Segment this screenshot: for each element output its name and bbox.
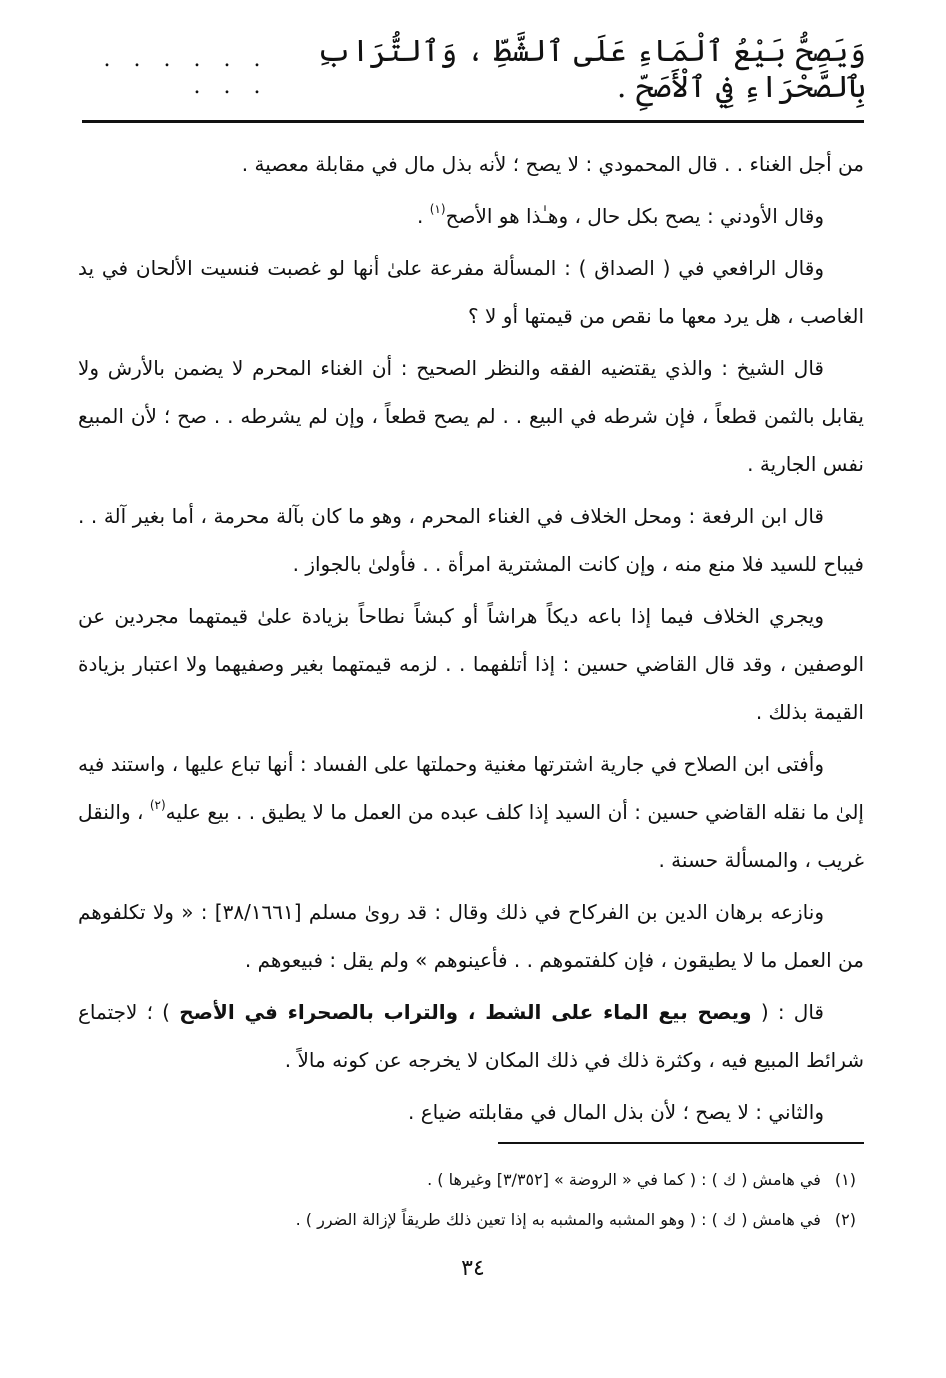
paragraph-5-text: قال ابن الرفعة : ومحل الخلاف في الغناء المحرم ، وهو ما كان بآلة محرمة ، أما بغير آلة . . فيباح للسيد فلا منع منه ، وإن كانت المشترية امرأة . . فأولىٰ بالجواز .	[78, 504, 864, 576]
footnote-2-number: (٢)	[834, 1210, 856, 1229]
paragraph-2-end: .	[417, 204, 430, 228]
paragraph-6-text: ويجري الخلاف فيما إذا باعه ديكاً هراشاً أو كبشاً نطاحاً بزيادة علىٰ قيمتهما مجردين عن الوصفين ، وقد قال القاضي حسين : إذا أتلفهما . . لزمه قيمتهما بغير وصفيهما ولا اعتبار بزيادة القيمة بذلك .	[78, 604, 864, 724]
paragraph-2-text: وقال الأودني : يصح بكل حال ، وهـٰذا هو الأصح	[445, 204, 824, 228]
paragraph-1	[78, 140, 864, 188]
page-number: ٣٤	[461, 1256, 485, 1281]
paragraph-7-end: ، والنقل غريب ، والمسألة حسنة .	[78, 800, 864, 872]
header-title: وَيَصِحُّ بَيْعُ ٱلْمَاءِ عَلَى ٱلشَّطِّ ، وَٱلتُّرَابِ بِٱلصَّحْرَاءِ فِي ٱلْأَصَحِّ .	[316, 34, 866, 105]
paragraph-9	[78, 988, 864, 1084]
paragraph-5	[78, 492, 864, 588]
paragraph-3-text: وقال الرافعي في ( الصداق ) : المسألة مفرعة علىٰ أنها لو غصبت فنسيت الألحان في يد الغاصب ، هل يرد معها ما نقص من قيمتها أو لا ؟	[78, 256, 864, 328]
footnote-1	[82, 1160, 856, 1200]
footnotes	[82, 1160, 856, 1240]
paragraph-9-text: ) ؛ لاجتماع شرائط المبيع فيه ، وكثرة ذلك في ذلك المكان لا يخرجه عن كونه مالاً .	[78, 1000, 864, 1072]
header-rule	[82, 120, 864, 123]
main-text	[78, 140, 864, 1140]
footnote-ref-1[interactable]: (١)	[429, 202, 446, 216]
footnote-1-number: (١)	[834, 1170, 856, 1189]
matn-quote: ويصح بيع الماء على الشط ، والتراب بالصحراء في الأصح	[179, 1000, 752, 1024]
paragraph-9-lead: قال : (	[751, 1000, 824, 1024]
header-leader-dots: . . . . . . . . .	[103, 47, 269, 99]
running-header	[80, 34, 866, 106]
footnote-2	[82, 1200, 856, 1240]
footnote-2-text: في هامش ( ك ) : ( وهو المشبه والمشبه به إذا تعين ذلك طريقاً لإزالة الضرر ) .	[295, 1210, 821, 1229]
paragraph-6	[78, 592, 864, 736]
paragraph-2	[78, 192, 864, 240]
paragraph-10-text: والثاني : لا يصح ؛ لأن بذل المال في مقابلته ضياع .	[408, 1100, 824, 1124]
paragraph-7-text: وأفتى ابن الصلاح في جارية اشترتها مغنية وحملتها على الفساد : أنها تباع عليها ، واستند فيه إلىٰ ما نقله القاضي حسين : أن السيد إذا كلف عبده من العمل ما لا يطيق . . بيع عليه	[78, 752, 864, 824]
paragraph-3	[78, 244, 864, 340]
paragraph-4-text: قال الشيخ : والذي يقتضيه الفقه والنظر الصحيح : أن الغناء المحرم لا يضمن بالأرش ولا يقابل بالثمن قطعاً ، فإن شرطه في البيع . . لم يصح قطعاً ، وإن لم يشرطه . . صح ؛ لأن المبيع نفس الجارية .	[78, 356, 864, 476]
footnote-rule	[498, 1142, 864, 1144]
paragraph-1-text: من أجل الغناء . . قال المحمودي : لا يصح ؛ لأنه بذل مال في مقابلة معصية .	[241, 152, 864, 176]
paragraph-7	[78, 740, 864, 884]
paragraph-8-text: ونازعه برهان الدين بن الفركاح في ذلك وقال : قد روىٰ مسلم [٣٨/١٦٦١] : « ولا تكلفوهم من العمل ما لا يطيقون ، فإن كلفتموهم . . فأعينوهم » ولم يقل : فبيعوهم .	[78, 900, 864, 972]
footnote-1-text: في هامش ( ك ) : ( كما في « الروضة » [٣/٣٥٢] وغيرها ) .	[427, 1170, 821, 1189]
footnote-ref-2[interactable]: (٢)	[149, 798, 166, 812]
paragraph-8	[78, 888, 864, 984]
paragraph-4	[78, 344, 864, 488]
paragraph-10	[78, 1088, 864, 1136]
